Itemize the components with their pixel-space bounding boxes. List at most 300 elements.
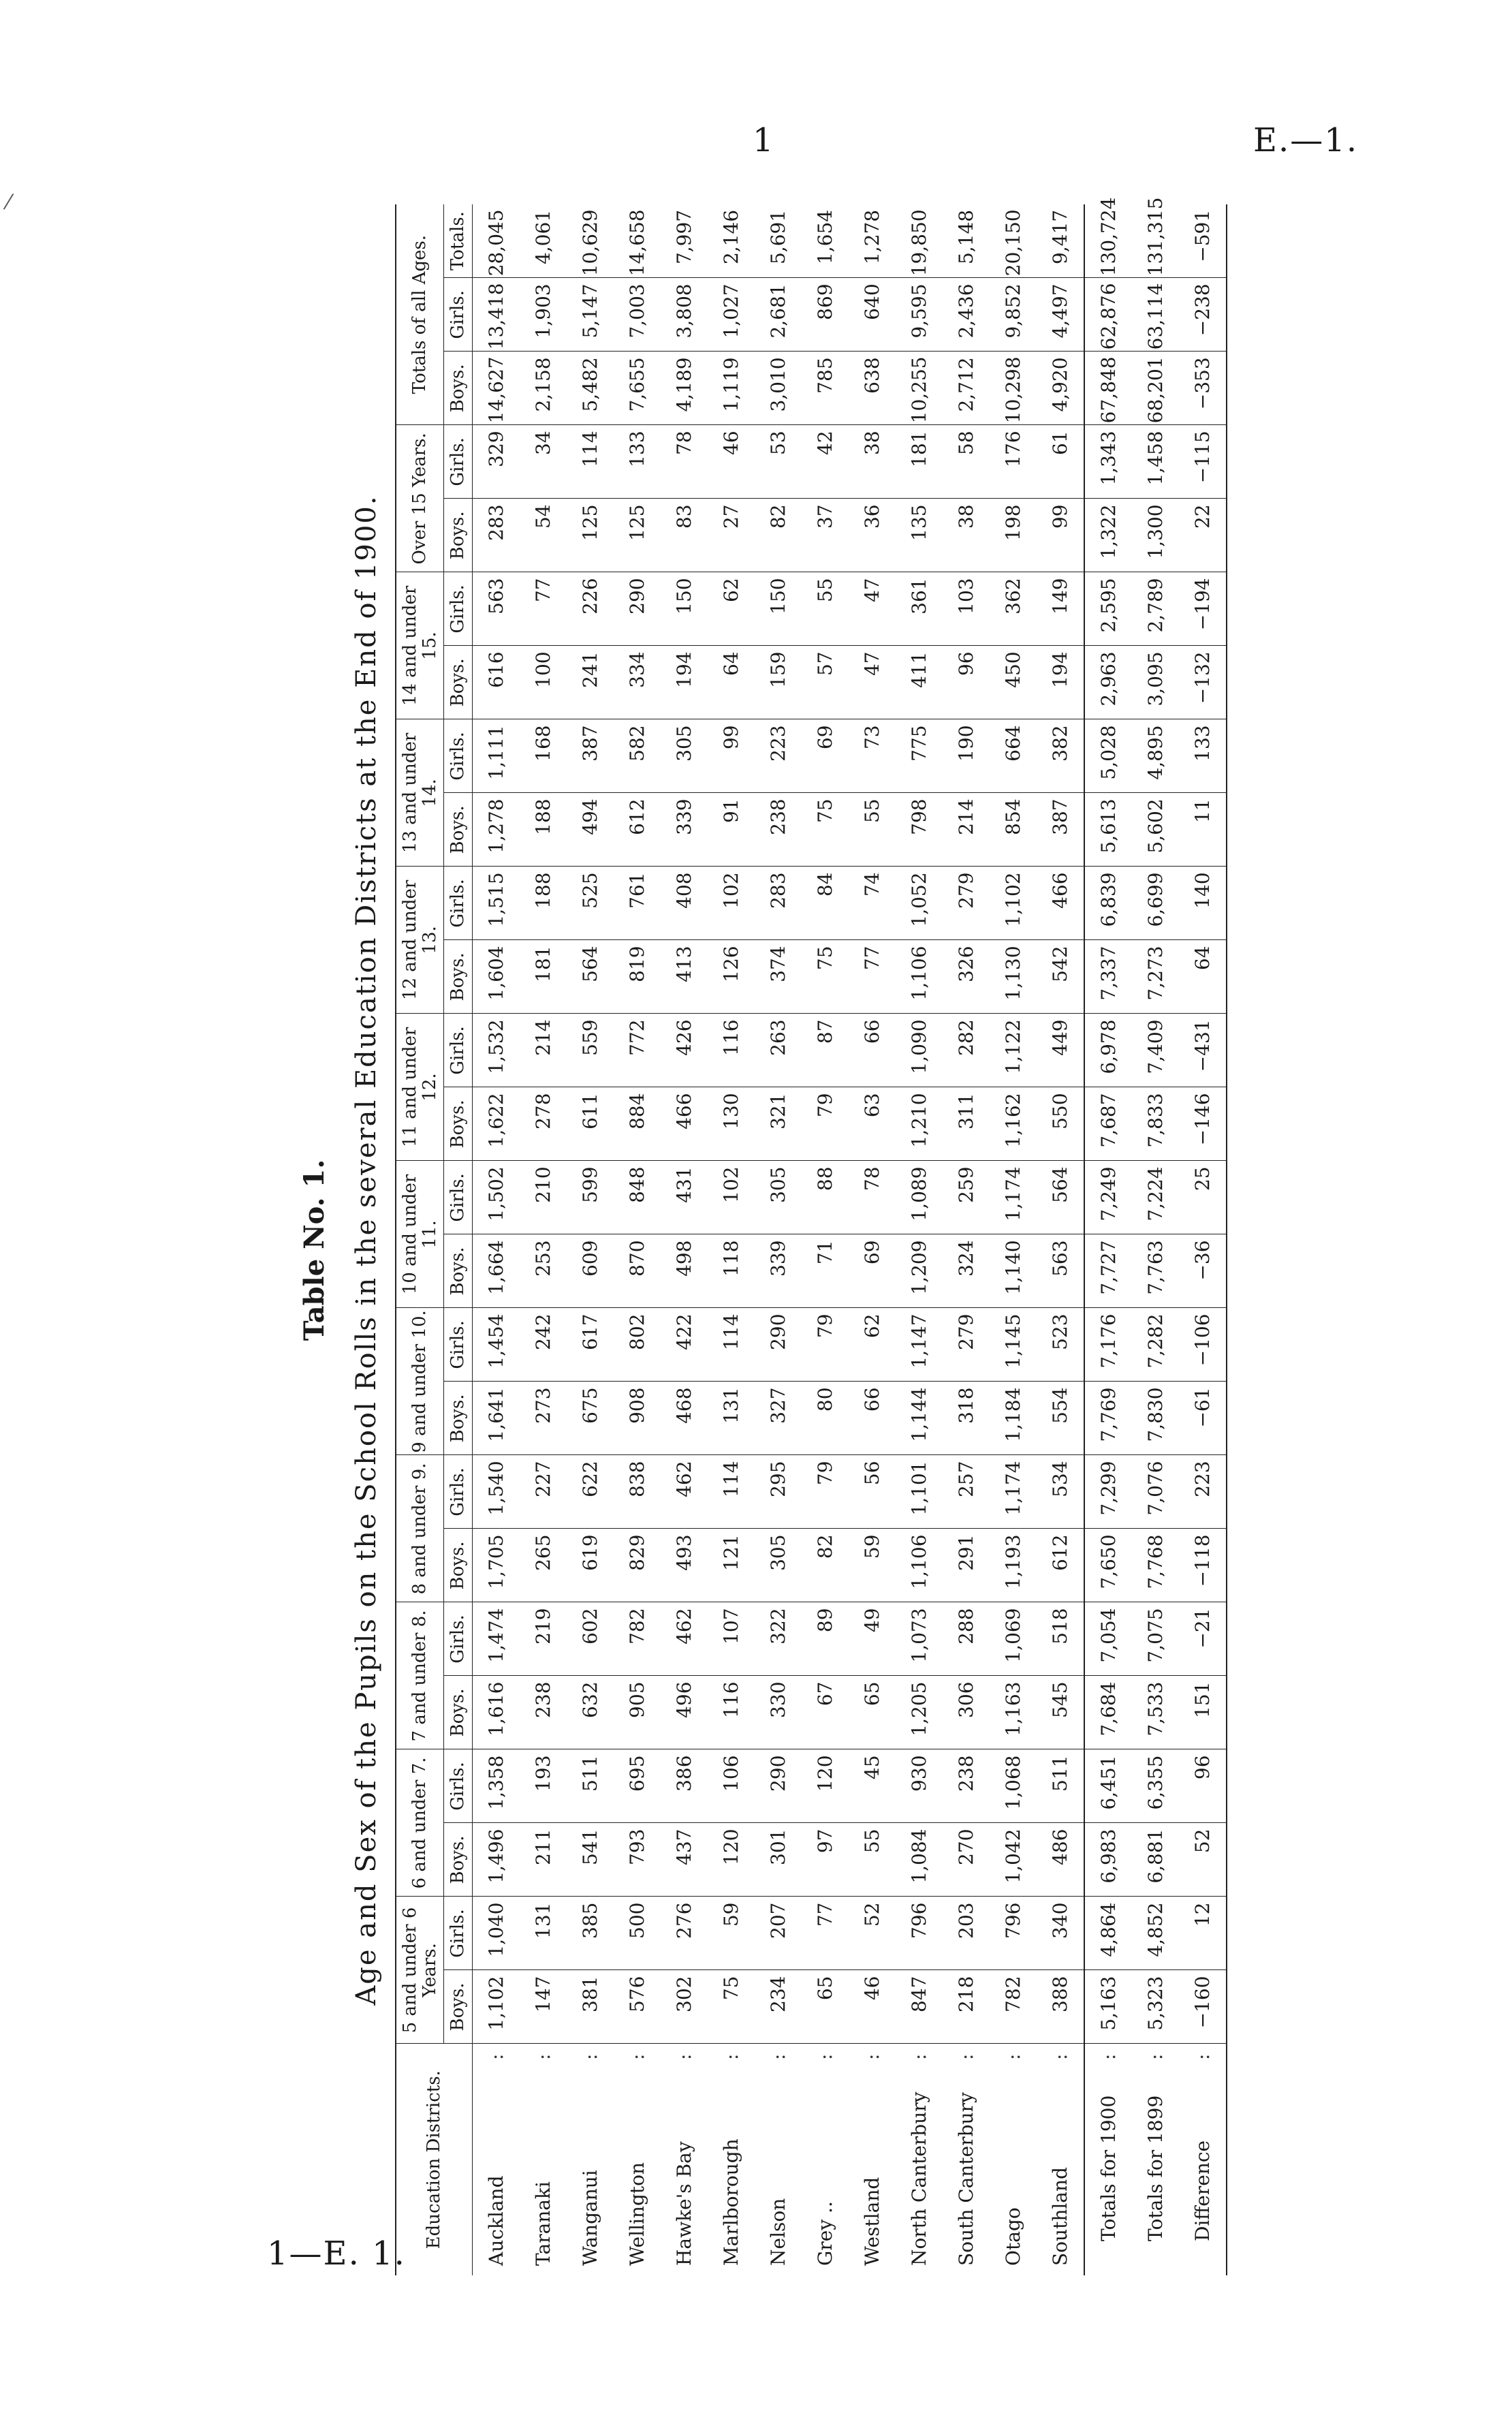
table-row [990,204,1037,2275]
table-cell: 5,148 [943,204,990,278]
table-cell: 1,102 [472,1970,520,2044]
table-cell: 2,681 [755,278,802,352]
table-cell: 374 [755,940,802,1014]
table-cell: 10,298 [990,352,1037,425]
girls-header: Girls. [444,1455,473,1529]
table-cell: 511 [1037,1749,1084,1823]
table-cell: 159 [755,646,802,719]
boys-header: Boys. [444,793,473,867]
scan-mark: ⁄ [7,191,11,215]
age-group-header: 11 and under 12. [396,1014,444,1161]
table-row [1037,204,1084,2275]
table-cell: 381 [567,1970,614,2044]
table-cell: −353 [1179,352,1227,425]
table-cell: 97 [802,1823,849,1897]
table-cell: 318 [943,1382,990,1455]
table-cell: 140 [1179,867,1227,940]
table-cell: 278 [520,1087,567,1161]
boys-header: Boys. [444,1676,473,1749]
table-row [802,204,849,2275]
table-cell: 259 [943,1161,990,1234]
table-cell: 301 [755,1823,802,1897]
table-number: Table No. 1. [298,1159,330,1341]
table-cell: 36 [849,499,896,572]
table-cell: 1,111 [472,719,520,793]
district-label: Otago [1001,2207,1024,2266]
table-cell: 64 [1179,940,1227,1014]
table-cell: 77 [849,940,896,1014]
table-cell: 5,147 [567,278,614,352]
table-cell: 638 [849,352,896,425]
table-cell: 135 [896,499,943,572]
table-cell: 1,145 [990,1308,1037,1382]
table-cell: 77 [802,1897,849,1970]
table-cell: 46 [849,1970,896,2044]
table-cell: 1,052 [896,867,943,940]
table-cell: 125 [567,499,614,572]
age-group-header: Totals of all Ages. [396,204,444,425]
table-cell: 5,028 [1084,719,1132,793]
table-cell: 283 [472,499,520,572]
table-cell: 62 [708,572,755,646]
table-cell: 4,920 [1037,352,1084,425]
table-cell: 1,496 [472,1823,520,1897]
table-row [567,204,614,2275]
table-cell: 1,089 [896,1161,943,1234]
table-cell: 79 [802,1308,849,1382]
table-cell: 270 [943,1823,990,1897]
table-cell: 1,604 [472,940,520,1014]
table-cell: 79 [802,1455,849,1529]
leader-dots: : [907,2049,930,2060]
table-cell: 234 [755,1970,802,2044]
table-cell: 793 [614,1823,661,1897]
table-cell: 79 [802,1087,849,1161]
table-cell: −591 [1179,204,1227,278]
district-name [849,2044,896,2275]
table-cell: 62,876 [1084,278,1132,352]
district-name [896,2044,943,2275]
girls-header: Girls. [444,1161,473,1234]
table-cell: 241 [567,646,614,719]
table-cell: 854 [990,793,1037,867]
table-cell: 73 [849,719,896,793]
table-cell: 7,833 [1132,1087,1179,1161]
table-cell: 9,852 [990,278,1037,352]
table-cell: 63,114 [1132,278,1179,352]
table-cell: 3,808 [661,278,708,352]
leader-dots: : [1001,2049,1024,2060]
leader-dots: : [672,2049,695,2060]
table-cell: 52 [1179,1823,1227,1897]
table-cell: 2,789 [1132,572,1179,646]
district-label: Auckland [484,2175,507,2266]
table-cell: 238 [755,793,802,867]
table-cell: 782 [990,1970,1037,2044]
table-cell: 611 [567,1087,614,1161]
table-cell: 617 [567,1308,614,1382]
table-cell: 869 [802,278,849,352]
girls-header: Girls. [444,1897,473,1970]
table-cell: 131,315 [1132,204,1179,278]
table-cell: 227 [520,1455,567,1529]
table-cell: 6,983 [1084,1823,1132,1897]
table-cell: 7,176 [1084,1308,1132,1382]
table-cell: 226 [567,572,614,646]
district-label: Difference [1191,2140,1214,2241]
table-cell: 2,712 [943,352,990,425]
table-cell: 55 [849,1823,896,1897]
table-cell: 120 [708,1823,755,1897]
table-cell: 1,069 [990,1602,1037,1676]
table-cell: 38 [943,499,990,572]
table-cell: 576 [614,1970,661,2044]
district-column-header: Education Districts. [396,2044,472,2275]
table-cell: 1,278 [849,204,896,278]
table-cell: 150 [661,572,708,646]
table-cell: −132 [1179,646,1227,719]
table-cell: 7,727 [1084,1234,1132,1308]
table-cell: 102 [708,867,755,940]
table-cell: 75 [708,1970,755,2044]
table-cell: 59 [708,1897,755,1970]
table-cell: 1,162 [990,1087,1037,1161]
leader-dots: : [1144,2049,1167,2060]
table-cell: 7,224 [1132,1161,1179,1234]
leader-dots: : [578,2049,601,2060]
district-label: North Canterbury [907,2091,930,2266]
table-cell: 55 [802,572,849,646]
table-cell: 223 [1179,1455,1227,1529]
table-cell: 905 [614,1676,661,1749]
header-sex-row [444,204,473,2275]
district-label: Southland [1048,2167,1071,2266]
table-cell: 1,616 [472,1676,520,1749]
table-cell: 7,655 [614,352,661,425]
table-cell: 609 [567,1234,614,1308]
girls-header: Girls. [444,1749,473,1823]
table-cell: 55 [849,793,896,867]
district-label: Westland [860,2177,883,2266]
table-cell: 96 [943,646,990,719]
table-cell: 1,502 [472,1161,520,1234]
page-code: E.—1. [1253,121,1359,159]
table-cell: 327 [755,1382,802,1455]
age-group-header: 6 and under 7. [396,1749,444,1897]
district-label: Marlborough [719,2138,742,2266]
girls-header: Girls. [444,572,473,646]
page-number: 1 [753,121,774,159]
table-cell: 238 [943,1749,990,1823]
table-cell: 214 [943,793,990,867]
table-cell: 340 [1037,1897,1084,1970]
table-cell: 65 [849,1676,896,1749]
table-cell: 1,068 [990,1749,1037,1823]
table-cell: 311 [943,1087,990,1161]
table-cell: 1,358 [472,1749,520,1823]
table-cell: 88 [802,1161,849,1234]
table-cell: 466 [661,1087,708,1161]
table-cell: 1,184 [990,1382,1037,1455]
table-cell: 563 [472,572,520,646]
district-name [1132,2044,1179,2275]
footer-page-code: 1—E. 1. [267,2234,406,2273]
table-cell: 6,451 [1084,1749,1132,1823]
district-name [1084,2044,1132,2275]
table-cell: 4,895 [1132,719,1179,793]
table-cell: 282 [943,1014,990,1087]
table-cell: 27 [708,499,755,572]
table-cell: 324 [943,1234,990,1308]
table-cell: 908 [614,1382,661,1455]
table-cell: 2,963 [1084,646,1132,719]
district-label: Taranaki [531,2181,554,2266]
table-cell: 133 [1179,719,1227,793]
table-cell: 49 [849,1602,896,1676]
table-cell: 103 [943,572,990,646]
table-cell: 188 [520,867,567,940]
table-cell: 493 [661,1529,708,1602]
table-cell: −146 [1179,1087,1227,1161]
table-cell: 150 [755,572,802,646]
table-body [472,197,1227,2275]
table-cell: 422 [661,1308,708,1382]
table-cell: 46 [708,425,755,499]
table-cell: 133 [614,425,661,499]
table-cell: 6,881 [1132,1823,1179,1897]
age-group-header: 7 and under 8. [396,1602,444,1749]
table-cell: 66 [849,1014,896,1087]
district-name [990,2044,1037,2275]
table-cell: 238 [520,1676,567,1749]
table-cell: 214 [520,1014,567,1087]
table-cell: 12 [1179,1897,1227,1970]
table-cell: 9,417 [1037,204,1084,278]
table-cell: 462 [661,1602,708,1676]
table-cell: 7,075 [1132,1602,1179,1676]
table-cell: 10,629 [567,204,614,278]
table-cell: 361 [896,572,943,646]
table-cell: 218 [943,1970,990,2044]
table-cell: 1,458 [1132,425,1179,499]
totals-row [1084,204,1132,2275]
table-cell: 1,040 [472,1897,520,1970]
table-cell: 106 [708,1749,755,1823]
table-cell: 114 [708,1308,755,1382]
boys-header: Boys. [444,1234,473,1308]
boys-header: Boys. [444,646,473,719]
table-cell: 322 [755,1602,802,1676]
table-cell: 362 [990,572,1037,646]
district-name [567,2044,614,2275]
table-cell: 847 [896,1970,943,2044]
table-cell: 494 [567,793,614,867]
table-cell: 253 [520,1234,567,1308]
table-cell: 263 [755,1014,802,1087]
table-cell: 386 [661,1749,708,1823]
table-cell: 10,255 [896,352,943,425]
table-cell: 130,724 [1084,204,1132,278]
table-cell: 7,650 [1084,1529,1132,1602]
table-cell: 75 [802,940,849,1014]
table-cell: 131 [520,1897,567,1970]
district-label: Totals for 1900 [1097,2095,1120,2241]
table-row [755,204,802,2275]
leader-dots: : [813,2049,836,2060]
table-cell: 563 [1037,1234,1084,1308]
table-cell: −61 [1179,1382,1227,1455]
district-name [943,2044,990,2275]
table-cell: 7,830 [1132,1382,1179,1455]
table-cell: 695 [614,1749,661,1823]
table-cell: 1,664 [472,1234,520,1308]
table-cell: 198 [990,499,1037,572]
table-cell: 22 [1179,499,1227,572]
table-cell: 7,687 [1084,1087,1132,1161]
table-cell: 550 [1037,1087,1084,1161]
table-cell: 66 [849,1382,896,1455]
table-cell: 68,201 [1132,352,1179,425]
table-cell: −115 [1179,425,1227,499]
table-cell: 7,769 [1084,1382,1132,1455]
header-age-row [396,204,444,2275]
boys-header: Boys. [444,1382,473,1455]
table-cell: 534 [1037,1455,1084,1529]
table-cell: 131 [708,1382,755,1455]
table-cell: 67,848 [1084,352,1132,425]
table-cell: 69 [849,1234,896,1308]
girls-header: Girls. [444,719,473,793]
table-cell: −238 [1179,278,1227,352]
table-cell: 4,061 [520,204,567,278]
age-group-header: 8 and under 9. [396,1455,444,1602]
boys-header: Boys. [444,1970,473,2044]
table-cell: 545 [1037,1676,1084,1749]
table-cell: 449 [1037,1014,1084,1087]
table-cell: 207 [755,1897,802,1970]
table-cell: 59 [849,1529,896,1602]
table-cell: 4,852 [1132,1897,1179,1970]
table-cell: 147 [520,1970,567,2044]
table-cell: 1,106 [896,1529,943,1602]
table-cell: 89 [802,1602,849,1676]
table-cell: −106 [1179,1308,1227,1382]
table-cell: 100 [520,646,567,719]
table-cell: 7,997 [661,204,708,278]
table-cell: 279 [943,867,990,940]
table-row [472,204,520,2275]
table-caption [293,225,395,2275]
table-cell: 5,602 [1132,793,1179,867]
table-cell: 9,595 [896,278,943,352]
table-cell: 4,497 [1037,278,1084,352]
table-cell: 242 [520,1308,567,1382]
district-name [708,2044,755,2275]
district-label: Nelson [766,2198,789,2266]
district-name [614,2044,661,2275]
table-cell: 7,409 [1132,1014,1179,1087]
table-cell: 1,343 [1084,425,1132,499]
table-cell: 61 [1037,425,1084,499]
leader-dots: : [1048,2049,1071,2060]
table-cell: 7,768 [1132,1529,1179,1602]
table-cell: 4,189 [661,352,708,425]
table-cell: 761 [614,867,661,940]
table-cell: 96 [1179,1749,1227,1823]
totals-header: Totals. [444,204,473,278]
table-cell: 339 [755,1234,802,1308]
table-cell: 210 [520,1161,567,1234]
table-cell: 7,337 [1084,940,1132,1014]
table-cell: 80 [802,1382,849,1455]
table-cell: 305 [661,719,708,793]
table-cell: 339 [661,793,708,867]
district-name [661,2044,708,2275]
table-cell: 3,095 [1132,646,1179,719]
table-cell: 188 [520,793,567,867]
district-name [1037,2044,1084,2275]
table-cell: 7,533 [1132,1676,1179,1749]
table-cell: 408 [661,867,708,940]
leader-dots: : [531,2049,554,2060]
table-cell: 78 [661,425,708,499]
age-group-header: 9 and under 10. [396,1308,444,1455]
table-cell: 7,003 [614,278,661,352]
table-cell: 1,278 [472,793,520,867]
district-name [472,2044,520,2275]
table-cell: 411 [896,646,943,719]
table-cell: 525 [567,867,614,940]
boys-header: Boys. [444,940,473,1014]
table-row [849,204,896,2275]
table-cell: 541 [567,1823,614,1897]
table-cell: 42 [802,425,849,499]
leader-dots: : [860,2049,883,2060]
table-cell: 5,613 [1084,793,1132,867]
table-cell: 5,691 [755,204,802,278]
table-cell: 6,978 [1084,1014,1132,1087]
table-cell: 426 [661,1014,708,1087]
table-cell: 99 [1037,499,1084,572]
table-cell: 450 [990,646,1037,719]
table-cell: 1,147 [896,1308,943,1382]
table-cell: 82 [755,499,802,572]
table-cell: 47 [849,646,896,719]
table-cell: 34 [520,425,567,499]
district-label: Grey .. [813,2201,836,2266]
table-cell: 71 [802,1234,849,1308]
table-cell: 306 [943,1676,990,1749]
table-cell: 130 [708,1087,755,1161]
table-cell: 54 [520,499,567,572]
table-cell: 82 [802,1529,849,1602]
table-cell: 99 [708,719,755,793]
table-cell: 798 [896,793,943,867]
age-group-header: 13 and under 14. [396,719,444,867]
table-cell: 56 [849,1455,896,1529]
district-name [802,2044,849,2275]
table-cell: 564 [1037,1161,1084,1234]
table-cell: 1,903 [520,278,567,352]
table-cell: 290 [755,1749,802,1823]
table-cell: 38 [849,425,896,499]
table-cell: 1,532 [472,1014,520,1087]
table-cell: 1,073 [896,1602,943,1676]
table-cell: 486 [1037,1823,1084,1897]
leader-dots: : [954,2049,977,2060]
district-name [755,2044,802,2275]
table-cell: 829 [614,1529,661,1602]
